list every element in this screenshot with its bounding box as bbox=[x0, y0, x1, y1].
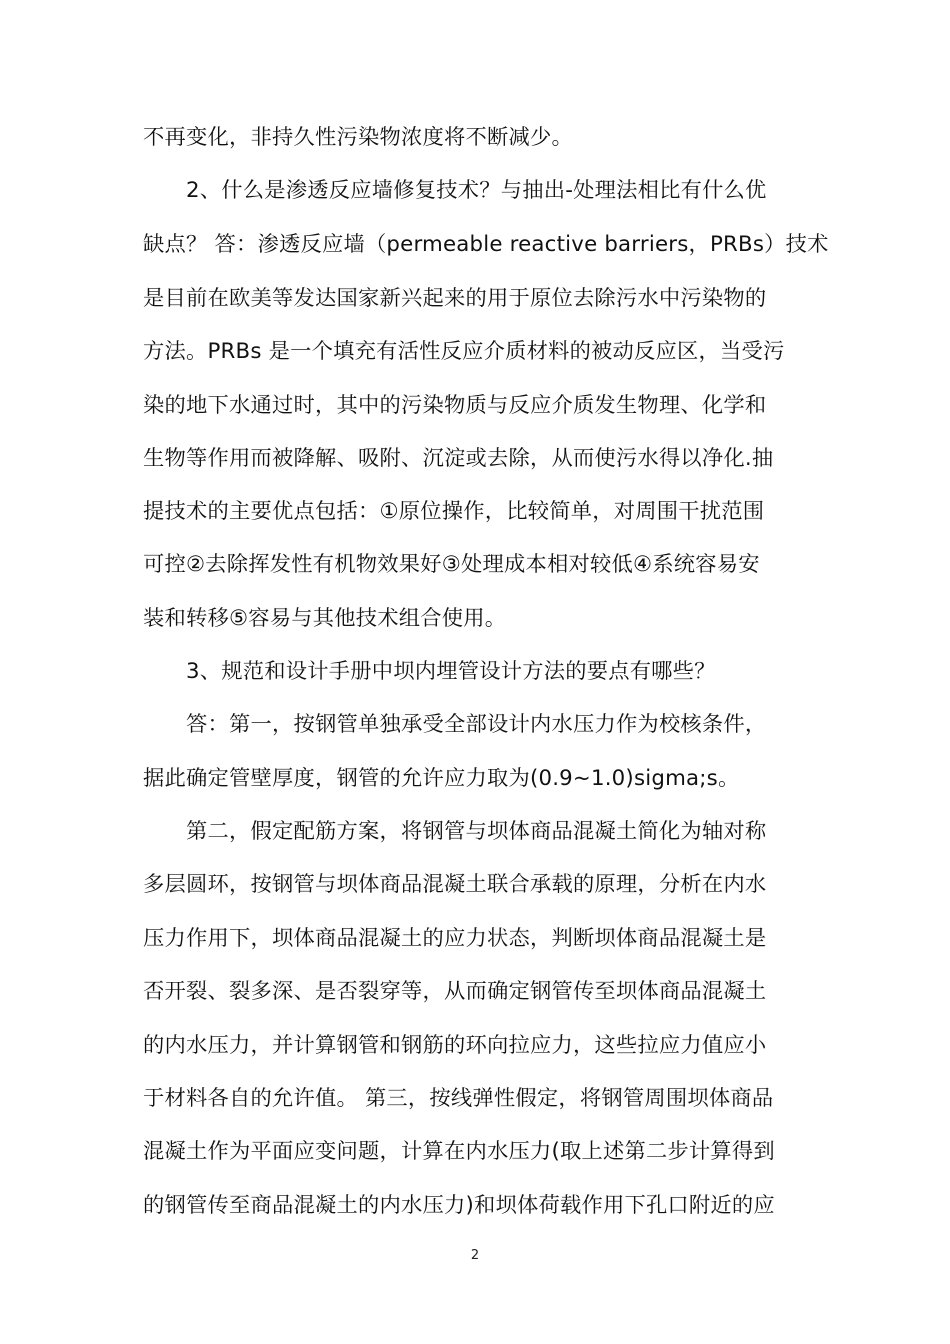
text-line: 染的地下水通过时，其中的污染物质与反应介质发生物理、化学和 bbox=[143, 393, 767, 418]
text-line: 答：第一，按钢管单独承受全部设计内水压力作为校核条件， bbox=[186, 712, 767, 737]
text-line: 的钢管传至商品混凝土的内水压力)和坝体荷载作用下孔口附近的应 bbox=[143, 1193, 775, 1218]
text-line: 据此确定管壁厚度，钢管的允许应力取为(0.9~1.0)sigma;s。 bbox=[143, 766, 740, 791]
text-line: 否开裂、裂多深、是否裂穿等，从而确定钢管传至坝体商品混凝土 bbox=[143, 979, 767, 1004]
text-line: 第二，假定配筋方案，将钢管与坝体商品混凝土简化为轴对称 bbox=[186, 819, 767, 844]
text-line: 多层圆环，按钢管与坝体商品混凝土联合承载的原理，分析在内水 bbox=[143, 872, 767, 897]
text-line: 压力作用下，坝体商品混凝土的应力状态，判断坝体商品混凝土是 bbox=[143, 926, 767, 951]
text-line: 提技术的主要优点包括：①原位操作，比较简单，对周围干扰范围 bbox=[143, 499, 765, 524]
text-line: 装和转移⑤容易与其他技术组合使用。 bbox=[143, 606, 507, 631]
text-line: 3、规范和设计手册中坝内埋管设计方法的要点有哪些？ bbox=[186, 659, 716, 684]
text-line: 是目前在欧美等发达国家新兴起来的用于原位去除污水中污染物的 bbox=[143, 286, 767, 311]
text-line: 于材料各自的允许值。 第三，按线弹性假定，将钢管周围坝体商品 bbox=[143, 1086, 774, 1111]
page-number: 2 bbox=[470, 1248, 480, 1263]
text-line: 2、什么是渗透反应墙修复技术？与抽出-处理法相比有什么优 bbox=[186, 178, 767, 203]
text-line: 的内水压力，并计算钢管和钢筋的环向拉应力，这些拉应力值应小 bbox=[143, 1033, 767, 1058]
text-line: 方法。PRBs 是一个填充有活性反应介质材料的被动反应区，当受污 bbox=[143, 339, 785, 364]
text-line: 缺点？ 答：渗透反应墙（permeable reactive barriers，PRBs）技术 bbox=[143, 232, 829, 257]
text-line: 可控②去除挥发性有机物效果好③处理成本相对较低④系统容易安 bbox=[143, 552, 760, 577]
text-line: 不再变化，非持久性污染物浓度将不断减少。 bbox=[143, 125, 573, 150]
text-line: 混凝土作为平面应变问题，计算在内水压力(取上述第二步计算得到 bbox=[143, 1139, 775, 1164]
text-line: 生物等作用而被降解、吸附、沉淀或去除，从而使污水得以净化.抽 bbox=[143, 446, 774, 471]
